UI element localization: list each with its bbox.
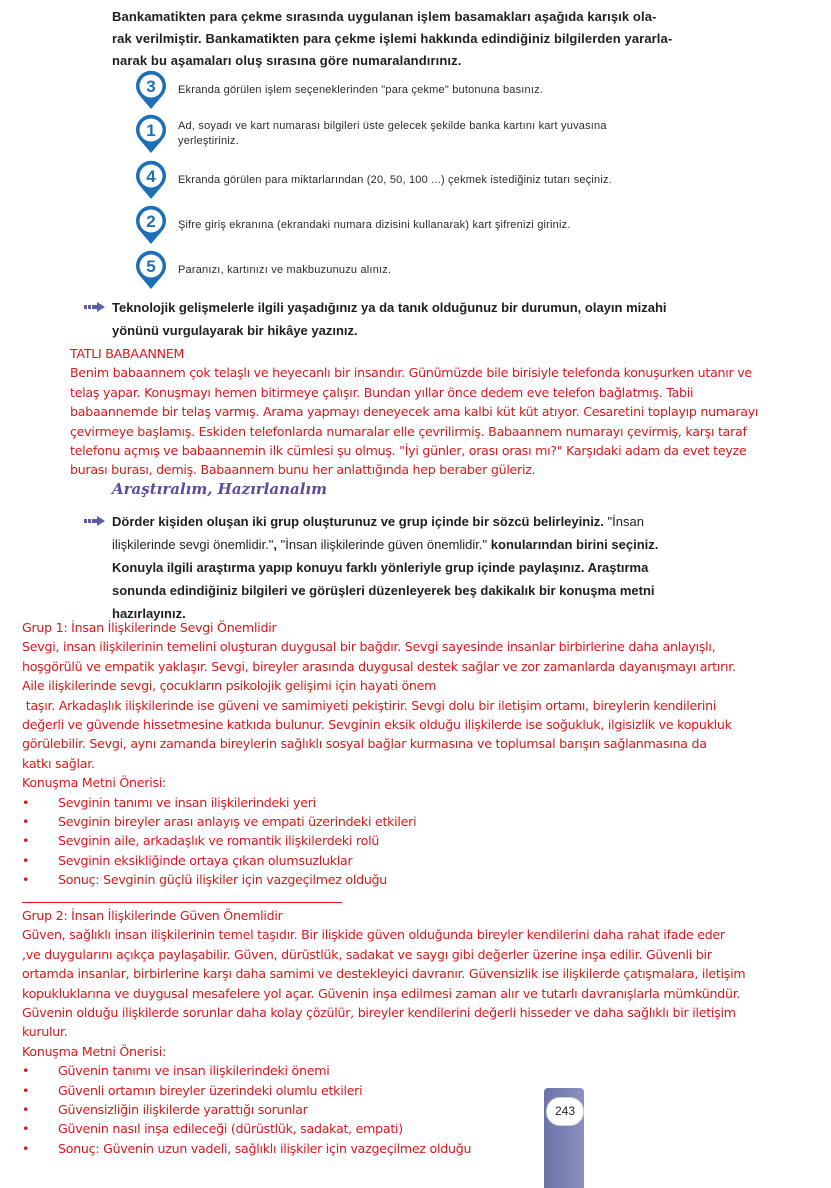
step-text: Ekranda görülen işlem seçeneklerinden "para çekme" butonuna basınız. — [178, 83, 544, 96]
task-line — [112, 533, 658, 556]
list-item — [22, 851, 827, 870]
location-pin-icon — [134, 160, 168, 200]
group-line: katkı sağlar. — [22, 755, 95, 771]
bullet: • — [22, 1082, 30, 1098]
list-item — [22, 870, 827, 889]
list-item-text: Güvenli ortamın bireyler üzerindeki olumlu etkileri — [58, 1082, 363, 1098]
task-line — [112, 510, 658, 533]
instruction-paragraph — [112, 6, 752, 72]
task-line: hazırlayınız. — [112, 606, 186, 621]
step-text: Şifre giriş ekranına (ekrandaki numara dizisini kullanarak) kart şifrenizi giriniz. — [178, 218, 571, 231]
page-number: 243 — [546, 1097, 584, 1126]
step-text-block — [178, 119, 607, 149]
instruction-line: Bankamatikten para çekme sırasında uygulanan işlem basamakları aşağıda karışık ola- — [112, 9, 657, 24]
list-item-text: Sevginin bireyler arası anlayış ve empati üzerindeki etkileri — [58, 814, 417, 830]
step-number: 4 — [146, 167, 156, 186]
story-title: TATLI BABAANNEM — [70, 346, 185, 361]
location-pin-icon — [134, 205, 168, 245]
step-number: 5 — [146, 257, 156, 276]
list-item — [22, 793, 827, 812]
group-line: taşır. Arkadaşlık ilişkilerinde ise güveni ve samimiyeti pekiştirir. Sevgi dolu bir iletişim ortamı, bireylerin kendilerini — [22, 697, 717, 713]
section-title: Araştıralım, Hazırlanalım — [112, 480, 327, 498]
list-item — [22, 1139, 827, 1158]
task-item — [84, 510, 764, 625]
group-line: Sevgi, insan ilişkilerinin temelini oluşturan duygusal bir bağdır. Sevgi sayesinde insanlar birbirlerine daha anlayışlı, — [22, 639, 716, 655]
list-item-text: Sonuç: Sevginin güçlü ilişkiler için vazgeçilmez olduğu — [58, 872, 388, 888]
location-pin-icon — [134, 250, 168, 290]
suggestion-label: Konuşma Metni Önerisi: — [22, 1043, 167, 1059]
story-line: burası burası, demiş. Babaannem bunu her anlattığında hep beraber güleriz. — [70, 462, 536, 478]
step-item — [134, 70, 734, 110]
bullet: • — [22, 872, 30, 888]
task-light: "İnsan ilişkilerinde güven önemlidir." — [280, 537, 488, 552]
task-bold: Dörder kişiden oluşan iki grup oluşturunuz ve grup içinde bir sözcü belirleyiniz. — [112, 514, 604, 529]
instruction-line: rak verilmiştir. Bankamatikten para çekme işlemi hakkında edindiğiniz bilgilerden yararla- — [112, 31, 673, 46]
task-line: Teknolojik gelişmelerle ilgili yaşadığınız ya da tanık olduğunuz bir durumun, olayın mizahi — [112, 300, 667, 315]
story-line: Benim babaannem çok telaşlı ve heyecanlı bir insandır. Günümüzde bile birisiyle telefonda konuşurken utanır ve — [70, 365, 752, 381]
group-line: kurulur. — [22, 1024, 68, 1040]
group-line: hoşgörülü ve empatik yaklaşır. Sevgi, bireyler arasında duygusal destek sağlar ve zor zamanlarda dayanışmayı artırır. — [22, 658, 736, 674]
arrow-right-icon — [84, 510, 106, 526]
list-item — [22, 1061, 827, 1080]
arrow-right-icon — [84, 296, 106, 312]
step-number: 2 — [146, 212, 156, 231]
story-line: telaş yapar. Konuşmayı hemen bitirmeye çalışır. Bundan yıllar önce dedem eve telefon bağlatmış. Tabii — [70, 384, 694, 400]
group-line: değerli ve güvende hissetmesine katkıda bulunur. Sevginin eksik olduğu ilişkilerde ise soğukluk, ilgisizlik ve kopukluk — [22, 717, 732, 733]
bullet: • — [22, 1063, 30, 1079]
story-line: babaannemde bir telaş varmış. Arama yapmayı deneyecek ama kalbi küt küt atıyor. Cesaretini toplayıp numarayı — [70, 404, 759, 420]
step-text: Paranızı, kartınızı ve makbuzunuzu alınız. — [178, 263, 392, 276]
list-item — [22, 1119, 827, 1138]
bullet: • — [22, 1140, 30, 1156]
bullet: • — [22, 852, 30, 868]
task-item — [84, 296, 764, 342]
location-pin-icon — [134, 114, 168, 154]
bullet: • — [22, 794, 30, 810]
task-light: "İnsan — [603, 514, 644, 529]
group-line: Güvenin olduğu ilişkilerde sorunlar daha kolay çözülür, bireyler kendilerini değerli hisseder ve daha sağlıklı bir iletişim — [22, 1005, 736, 1021]
list-item — [22, 831, 827, 850]
list-item-text: Sevginin eksikliğinde ortaya çıkan olumsuzluklar — [58, 852, 353, 868]
list-item — [22, 812, 827, 831]
group1-answer — [22, 618, 827, 890]
group-line: Güven, sağlıklı insan ilişkilerinin temel taşıdır. Bir ilişkide güven olduğunda bireyler kendilerini daha rahat ifade eder — [22, 927, 725, 943]
task-text — [112, 510, 658, 625]
bullet: • — [22, 833, 30, 849]
list-item-text: Güvenin tanımı ve insan ilişkilerindeki önemi — [58, 1063, 330, 1079]
task-text — [112, 296, 667, 342]
step-item — [134, 114, 734, 154]
task-line: sonunda edindiğiniz bilgileri ve görüşleri düzenleyerek beş dakikalık bir konuşma metni — [112, 583, 655, 598]
group-title: Grup 1: İnsan İlişkilerinde Sevgi Önemlidir — [22, 620, 277, 635]
list-item — [22, 1100, 827, 1119]
list-item-text: Sevginin tanımı ve insan ilişkilerindeki yeri — [58, 794, 316, 810]
task-line: Konuyla ilgili araştırma yapıp konuyu farklı yönleriyle grup içinde paylaşınız. Araştırma — [112, 560, 649, 575]
step-item — [134, 160, 734, 200]
list-item-text: Sonuç: Güvenin uzun vadeli, sağlıklı ilişkiler için vazgeçilmez olduğu — [58, 1140, 472, 1156]
group-line: görülebilir. Sevgi, aynı zamanda bireylerin sağlıklı sosyal bağlar kurmasına ve toplumsal barışın sağlanmasına da — [22, 736, 707, 752]
step-number: 3 — [146, 77, 156, 96]
story-line: çevirmeye başlamış. Eskiden telefonlarda numaralar elle çevrilirmiş. Babaannem numarayı çevirmiş, karşı taraf — [70, 423, 747, 439]
bullet: • — [22, 814, 30, 830]
list-item-text: Sevginin aile, arkadaşlık ve romantik ilişkilerdeki rolü — [58, 833, 380, 849]
task-bold: konularından birini seçiniz. — [487, 537, 659, 552]
step-number: 1 — [146, 121, 156, 140]
step-item — [134, 250, 734, 290]
bullet: • — [22, 1121, 30, 1137]
group2-answer — [22, 906, 827, 1158]
group-line: kopukluklarına ve duygusal mesafelere yol açar. Güvenin inşa edilmesi zaman alır ve tutarlı davranışlarla mümkündür. — [22, 985, 741, 1001]
location-pin-icon — [134, 70, 168, 110]
list-item-text: Güvensizliğin ilişkilerde yarattığı sorunlar — [58, 1102, 308, 1118]
group-line: ,ve duygularını açıkça paylaşabilir. Güven, dürüstlük, sadakat ve saygı gibi değerler üzerine inşa edilir. Güvenli bir — [22, 946, 712, 962]
suggestion-label: Konuşma Metni Önerisi: — [22, 775, 167, 791]
task-light: ilişkilerinde sevgi önemlidir." — [112, 537, 274, 552]
task-bold: , — [273, 537, 281, 552]
story-line: telefonu açmış ve babaannemin ilk cümlesi şu olmuş. "İyi günler, orası orası mı?" Karşıdaki adam da evet teyze — [70, 443, 747, 459]
divider — [22, 902, 342, 903]
list-item — [22, 1081, 827, 1100]
step-item — [134, 205, 734, 245]
instruction-line: narak bu aşamaları oluş sırasına göre numaralandırınız. — [112, 53, 462, 68]
story-answer — [70, 344, 825, 480]
step-text: Ad, soyadı ve kart numarası bilgileri üste gelecek şekilde banka kartını kart yuvasına — [178, 120, 607, 132]
step-text: Ekranda görülen para miktarlarından (20, 50, 100 ...) çekmek istediğiniz tutarı seçiniz. — [178, 173, 612, 186]
bullet: • — [22, 1102, 30, 1118]
group-line: Aile ilişkilerinde sevgi, çocukların psikolojik gelişimi için hayati önem — [22, 678, 437, 694]
group-title: Grup 2: İnsan İlişkilerinde Güven Önemlidir — [22, 908, 283, 923]
task-line: yönünü vurgulayarak bir hikâye yazınız. — [112, 323, 358, 338]
step-text: yerleştiriniz. — [178, 135, 239, 147]
list-item-text: Güvenin nasıl inşa edileceği (dürüstlük, sadakat, empati) — [58, 1121, 403, 1137]
group-line: ortamda insanlar, birbirlerine karşı daha samimi ve destekleyici davranır. Güvensizlik ise ilişkilerde çatışmalara, iletişim — [22, 966, 746, 982]
